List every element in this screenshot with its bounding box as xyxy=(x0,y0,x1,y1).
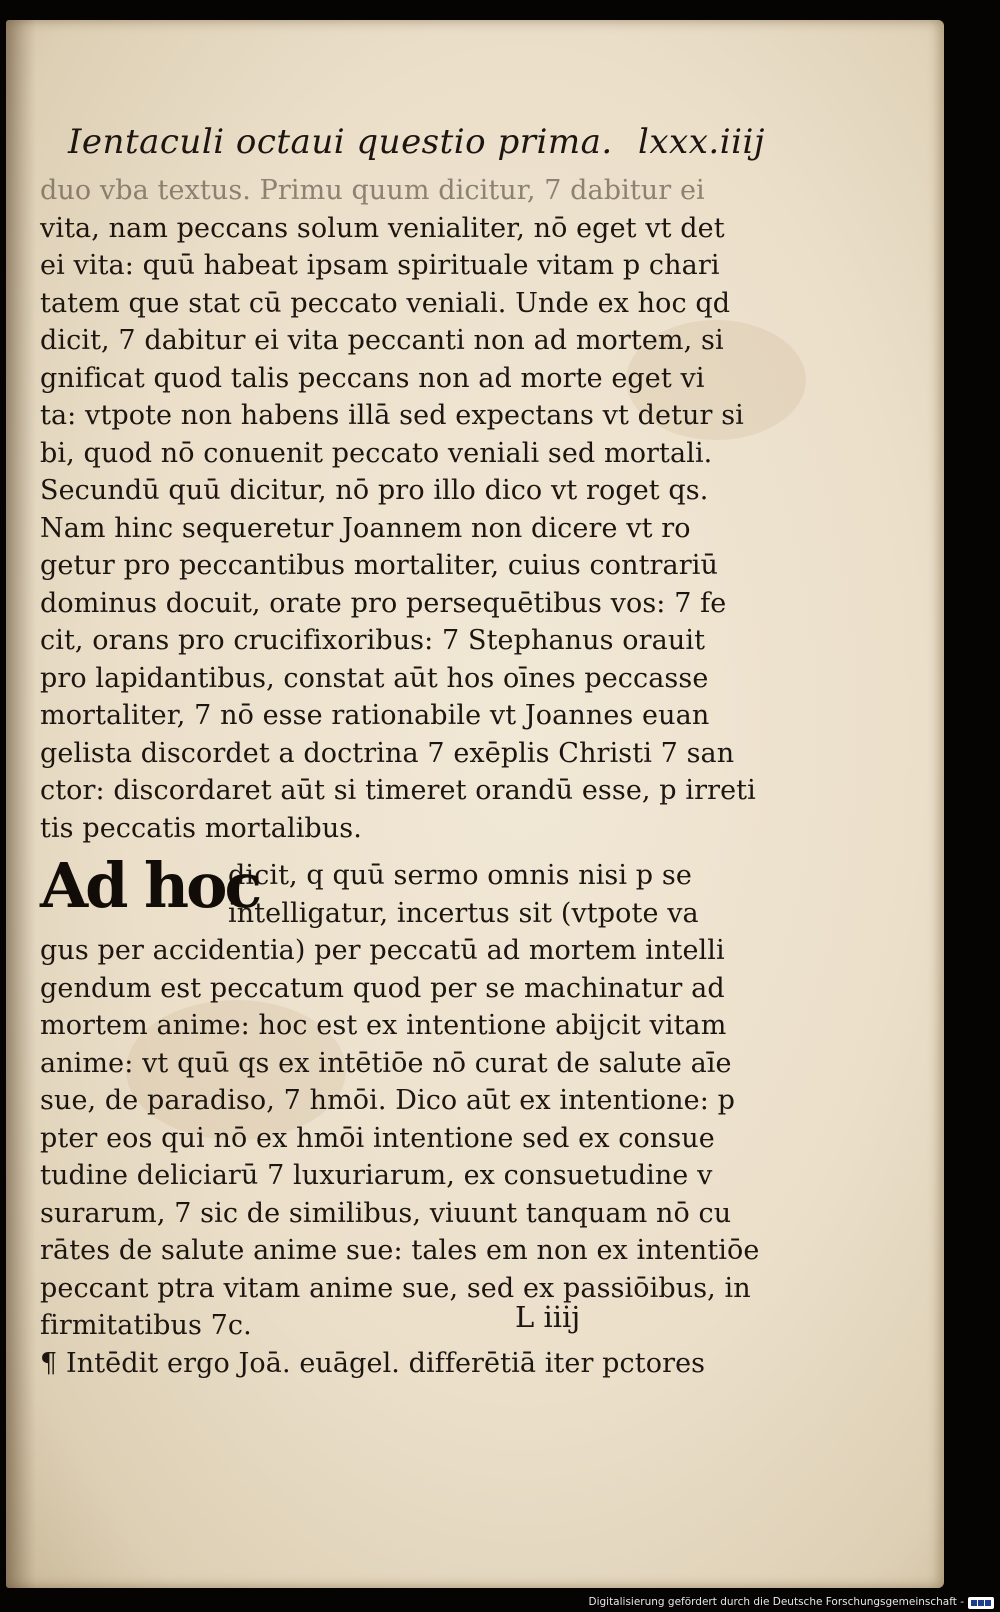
text-line: tudine deliciarū 7 luxuriarum, ex consuetudine v xyxy=(40,1160,713,1191)
text-line: ctor: discordaret aūt si timeret orandū esse, p irreti xyxy=(40,775,756,806)
signature-mark: L iiij xyxy=(515,1300,581,1334)
text-line: peccant ptra vitam anime sue, sed ex passiōibus, in xyxy=(40,1272,751,1304)
text-line: pter eos qui nō ex hmōi intentione sed ex consue xyxy=(40,1122,715,1154)
text-line: ei vita: quū habeat ipsam spirituale vitam p chari xyxy=(40,250,720,281)
text-line: mortaliter, 7 nō esse rationabile vt Joannes euan xyxy=(40,700,710,731)
decorated-initial: Ad hoc xyxy=(40,849,260,922)
ad-hoc-paragraph xyxy=(40,849,760,1382)
text-line: tatem que stat cū peccato veniali. Unde ex hoc qd xyxy=(40,287,731,319)
text-block xyxy=(40,118,765,1382)
text-line: Nam hinc sequeretur Joannem non dicere vt ro xyxy=(40,512,691,544)
text-line: ta: vtpote non habens illā sed expectans vt detur si xyxy=(40,400,744,431)
text-line: firmitatibus 7c. xyxy=(40,1310,252,1341)
running-head-title: Ientaculi octaui questio prima. xyxy=(68,122,613,162)
text-line: dominus docuit, orate pro persequētibus vos: 7 fe xyxy=(40,587,727,619)
text-line: tis peccatis mortalibus. xyxy=(40,812,362,844)
running-head xyxy=(40,118,765,172)
text-line: mortem anime: hoc est ex intentione abijcit vitam xyxy=(40,1010,727,1041)
text-line: surarum, 7 sic de similibus, viuunt tanquam nō cu xyxy=(40,1197,732,1229)
text-line: anime: vt quū qs ex intētiōe nō curat de salute aīe xyxy=(40,1047,732,1079)
text-line: gendum est peccatum quod per se machinatur ad xyxy=(40,972,725,1004)
gutter-shadow xyxy=(6,20,36,1588)
text-line: sue, de paradiso, 7 hmōi. Dico aūt ex intentione: p xyxy=(40,1085,735,1116)
text-line: gus per accidentia) per peccatū ad mortem intelli xyxy=(40,935,725,966)
text-line: vita, nam peccans solum venialiter, nō eget vt det xyxy=(40,212,725,244)
text-line: gelista discordet a doctrina 7 exēplis Christi 7 san xyxy=(40,737,735,769)
body-paragraph xyxy=(40,172,760,847)
text-line: intelligatur, incertus sit (vtpote va xyxy=(228,897,699,929)
text-line: bi, quod nō conuenit peccato veniali sed mortali. xyxy=(40,437,713,469)
text-line: getur pro peccantibus mortaliter, cuius contrariū xyxy=(40,550,718,581)
text-line: dicit, 7 dabitur ei vita peccanti non ad mortem, si xyxy=(40,325,724,356)
text-line: gnificat quod talis peccans non ad morte eget vi xyxy=(40,362,705,394)
folio-number: lxxx.iiij xyxy=(638,122,765,162)
text-line: pro lapidantibus, constat aūt hos oīnes peccasse xyxy=(40,662,709,694)
text-line: Secundū quū dicitur, nō pro illo dico vt roget qs. xyxy=(40,475,709,506)
text-line: dicit, q quū sermo omnis nisi p se xyxy=(228,860,692,891)
digitization-credit: Digitalisierung gefördert durch die Deutsche Forschungsgemeinschaft - xyxy=(588,1596,964,1608)
text-line: cit, orans pro crucifixoribus: 7 Stephanus orauit xyxy=(40,625,706,656)
text-line: rātes de salute anime sue: tales em non ex intentiōe xyxy=(40,1235,760,1266)
closing-line: ¶ Intēdit ergo Joā. euāgel. differētiā iter pctores xyxy=(40,1347,706,1379)
dfg-logo-icon xyxy=(968,1597,994,1609)
text-line: duo vba textus. Primu quum dicitur, 7 dabitur ei xyxy=(40,175,705,206)
